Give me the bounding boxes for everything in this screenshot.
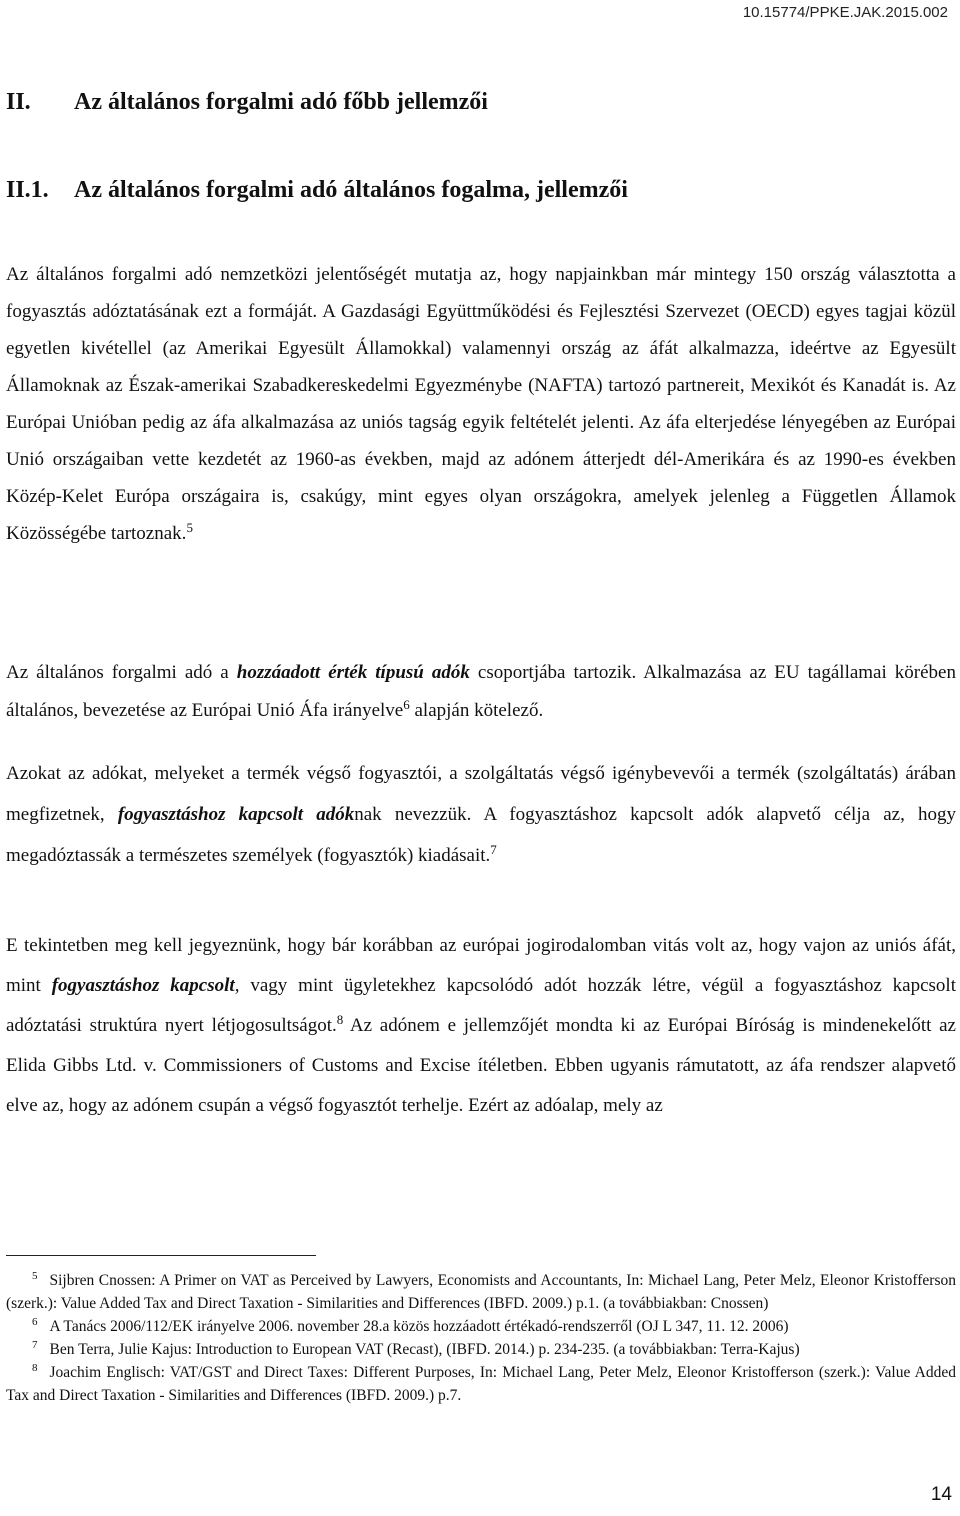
chapter-title: Az általános forgalmi adó főbb jellemzői [74,89,488,115]
footnote-ref-6[interactable]: 6 [403,697,410,712]
paragraph-4-text-c: , vagy mint ügyletekhez kapcsolódó adót hozzák létre, végül a fogyasztáshoz kapcsolt adóztatási struktúra nyert létjogosultságot. [6,975,956,1036]
page-number: 14 [930,1484,952,1505]
doi-header: 10.15774/PPKE.JAK.2015.002 [742,4,948,21]
paragraph-1 [6,256,956,552]
footnote-text: Joachim Englisch: VAT/GST and Direct Taxes: Different Purposes, In: Michael Lang, Peter Melz, Eleonor Kristofferson (szerk.): Value Added Tax and Direct Taxation - Similarities and Differences (IBFD. 2009.) p.7. [6,1364,956,1404]
paragraph-2-text-a: Az általános forgalmi adó a [6,662,237,683]
section-heading [6,176,628,204]
paragraph-2-text-c: csoportjába tartozik. Alkalmazása az EU tagállamai körében általános, bevezetése az Európai Unió Áfa irányelve [6,662,956,721]
paragraph-4-text-a: E tekintetben meg kell jegyeznünk, hogy bár korábban az európai jogirodalomban vitás volt az, hogy vajon az uniós áfát, mint [6,935,956,996]
footnote-7 [6,1338,956,1361]
footnotes [6,1269,956,1407]
chapter-heading [6,88,488,116]
footnote-text: Ben Terra, Julie Kajus: Introduction to European VAT (Recast), (IBFD. 2014.) p. 234-235. (a továbbiakban: Terra-Kajus) [49,1341,800,1358]
footnote-number: 8 [32,1362,38,1374]
footnote-number: 7 [32,1339,38,1351]
footnote-ref-5[interactable]: 5 [186,520,193,535]
footnote-ref-8[interactable]: 8 [336,1012,344,1027]
section-title: Az általános forgalmi adó általános fogalma, jellemzői [74,177,628,203]
footnote-8 [6,1361,956,1407]
footnote-number: 5 [32,1270,38,1282]
paragraph-3-text-a: Azokat az adókat, melyeket a termék végső fogyasztói, a szolgáltatás végső igénybevevői a termék (szolgáltatás) árában megfizetnek, [6,763,956,825]
footnote-number: 6 [32,1316,38,1328]
paragraph-4-emphasis: fogyasztáshoz kapcsolt [51,975,235,996]
footnote-6 [6,1315,956,1338]
paragraph-4-text-d: Az adónem e jellemzőjét mondta ki az Európai Bíróság is mindenekelőtt az Elida Gibbs Ltd. v. Commissioners of Customs and Excise ítéletben. Ebben ugyanis rámutatott, az áfa rendszer alapvető elve az, hogy az adónem csupán a végső fogyasztót terhelje. Ezért az adóalap, mely az [6,1015,956,1116]
paragraph-3-text-c: nak nevezzük. A fogyasztáshoz kapcsolt adók alapvető célja az, hogy megadóztassák a természetes személyek (fogyasztók) kiadásait. [6,804,956,866]
footnote-text: Sijbren Cnossen: A Primer on VAT as Perceived by Lawyers, Economists and Accountants, In: Michael Lang, Peter Melz, Eleonor Kristofferson (szerk.): Value Added Tax and Direct Taxation - Similarities and Differences (IBFD. 2009.) p.1. (a továbbiakban: Cnossen) [6,1272,956,1312]
paragraph-1-text: Az általános forgalmi adó nemzetközi jelentőségét mutatja az, hogy napjainkban már mintegy 150 ország választotta a fogyasztás adóztatásának ezt a formáját. A Gazdasági Együttműködési és Fejlesztési Szervezet (OECD) egyes tagjai közül egyetlen kivétellel (az Amerikai Egyesült Államokkal) valamennyi ország az áfát alkalmazza, ideértve az Egyesült Államoknak az Észak-amerikai Szabadkereskedelmi Egyezménybe (NAFTA) tartozó partnereit, Mexikót és Kanadát is. Az Európai Unióban pedig az áfa alkalmazása az uniós tagság egyik feltételét jelenti. Az áfa elterjedése lényegében az Európai Unió országaiban vette kezdetét az 1960-as években, majd az adónem átterjedt dél-Amerikára és az 1990-es években Közép-Kelet Európa országaira is, csakúgy, mint egyes olyan országokra, amelyek jelenleg a Független Államok Közösségébe tartoznak. [6,264,956,544]
section-number: II.1. [6,177,49,203]
footnote-text: A Tanács 2006/112/EK irányelve 2006. november 28.a közös hozzáadott értékadó-rendszerről (OJ L 347, 11. 12. 2006) [49,1318,789,1335]
paragraph-2 [6,654,956,730]
paragraph-3 [6,753,956,876]
footnote-divider [6,1255,316,1256]
paragraph-4 [6,926,956,1126]
paragraph-2-emphasis: hozzáadott érték típusú adók [236,662,470,683]
footnote-5 [6,1269,956,1315]
paragraph-3-emphasis: fogyasztáshoz kapcsolt adók [117,804,355,825]
paragraph-2-text-d: alapján kötelező. [409,700,544,721]
chapter-number: II. [6,89,31,115]
footnote-ref-7[interactable]: 7 [490,842,497,857]
